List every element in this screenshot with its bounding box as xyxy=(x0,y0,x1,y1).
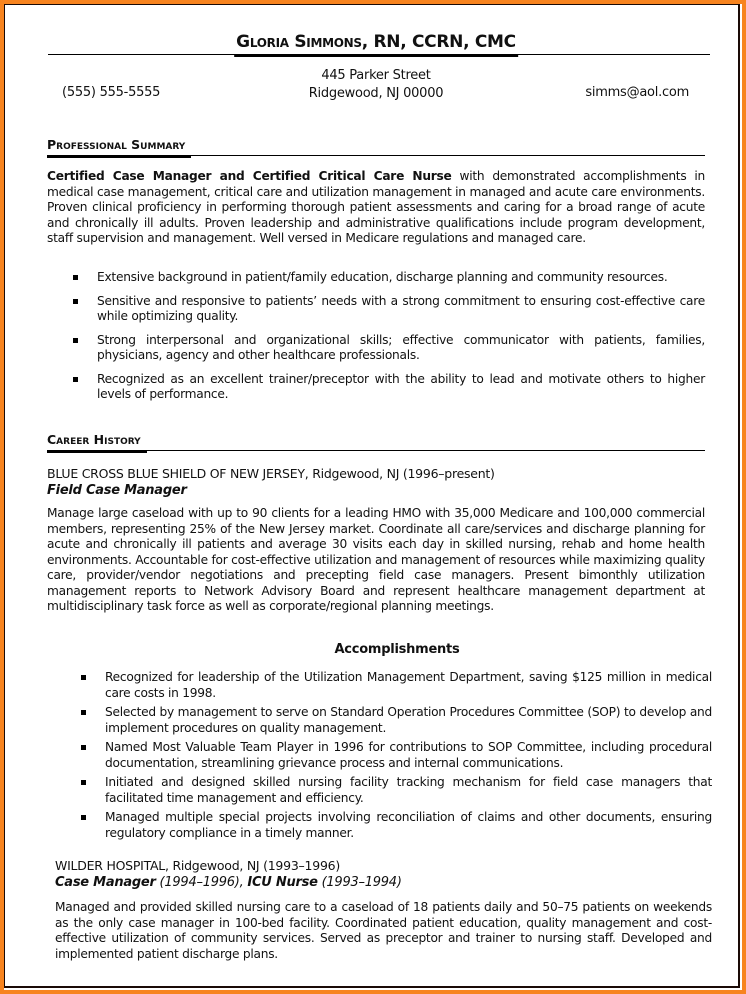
bullet-square-icon xyxy=(73,299,78,304)
bullet-square-icon xyxy=(81,745,86,750)
bullet-square-icon xyxy=(73,338,78,343)
section-heading-career xyxy=(47,431,705,451)
bullet-square-icon xyxy=(73,275,78,280)
list-item: Sensitive and responsive to patients’ needs with a strong commitment to ensuring cost-effective care while optimizing quality. xyxy=(97,294,705,325)
list-item: Managed multiple special projects involving reconciliation of claims and other documents, ensuring regulatory compliance in a timely manner. xyxy=(105,810,712,841)
section-title: Professional Summary xyxy=(47,136,191,158)
list-item: Selected by management to serve on Standard Operation Procedures Committee (SOP) to develop and implement procedures on quality management. xyxy=(105,705,712,736)
job-title: Case Manager (1994–1996), ICU Nurse (1993–1994) xyxy=(55,875,402,890)
candidate-name: Gloria Simmons, RN, CCRN, CMC xyxy=(234,33,518,57)
resume-header xyxy=(47,33,705,57)
address-line-1: 445 Parker Street xyxy=(321,68,431,83)
summary-body: with demonstrated accomplishments in medical case management, critical care and utilization management in managed and acute care environments. Proven clinical proficiency in performing thorough patient assessments and caring for a broad range of acute and chronically ill adults. Proven leadership and administrative qualifications include program development, staff supervision and management. Well versed in Medicare regulations and managed care. xyxy=(47,169,705,245)
list-item: Initiated and designed skilled nursing facility tracking mechanism for field case managers that facilitated time management and efficiency. xyxy=(105,775,712,806)
section-title: Career History xyxy=(47,431,147,453)
list-item: Strong interpersonal and organizational skills; effective communicator with patients, families, physicians, agency and other healthcare professionals. xyxy=(97,333,705,364)
summary-paragraph xyxy=(47,169,705,247)
list-item: Named Most Valuable Team Player in 1996 for contributions to SOP Committee, including procedural documentation, streamlining grievance process and internal communications. xyxy=(105,740,712,771)
bullet-square-icon xyxy=(73,377,78,382)
section-heading-summary xyxy=(47,136,705,156)
summary-bullet-list xyxy=(97,270,705,411)
list-item: Recognized as an excellent trainer/preceptor with the ability to lead and motivate others to higher levels of performance. xyxy=(97,372,705,403)
accomplishments-list xyxy=(105,670,712,845)
job-description: Manage large caseload with up to 90 clients for a leading HMO with 35,000 Medicare and 100,000 commercial members, representing 25% of the New Jersey market. Coordinate all care/services and discharge planning for acute and chronically ill patients and average 30 visits each day in skilled nursing, rehab and home health environments. Accountable for cost-effective utilization and management of resources while maximizing quality care, provider/vendor negotiations and precepting field case managers. Present bimonthly utilization management reports to Network Advisory Board and represent healthcare management department at multidisciplinary task force as well as corporate/regional planning meetings. xyxy=(47,506,705,613)
bullet-square-icon xyxy=(81,710,86,715)
job-description: Managed and provided skilled nursing care to a caseload of 18 patients daily and 50–75 patients on weekends as the only case manager in 100-bed facility. Coordinated patient education, quality management and cost-effective utilization of community services. Served as preceptor and trainer to nursing staff. Developed and implemented patient discharge plans. xyxy=(55,900,712,961)
accomplishments-heading: Accomplishments xyxy=(334,642,460,657)
job-employer: BLUE CROSS BLUE SHIELD OF NEW JERSEY, Ridgewood, NJ (1996–present) xyxy=(47,466,495,481)
bullet-square-icon xyxy=(81,675,86,680)
job-title: Field Case Manager xyxy=(47,483,187,498)
bullet-square-icon xyxy=(81,780,86,785)
list-item: Extensive background in patient/family education, discharge planning and community resources. xyxy=(97,270,705,286)
address-line-2: Ridgewood, NJ 00000 xyxy=(308,86,444,101)
summary-lead: Certified Case Manager and Certified Critical Care Nurse xyxy=(47,169,452,183)
contact-block xyxy=(47,66,705,106)
contact-email: simms@aol.com xyxy=(585,85,689,100)
contact-phone: (555) 555-5555 xyxy=(62,85,161,100)
job-employer: WILDER HOSPITAL, Ridgewood, NJ (1993–1996) xyxy=(55,858,340,873)
list-item: Recognized for leadership of the Utilization Management Department, saving $125 million in medical care costs in 1998. xyxy=(105,670,712,701)
bullet-square-icon xyxy=(81,815,86,820)
